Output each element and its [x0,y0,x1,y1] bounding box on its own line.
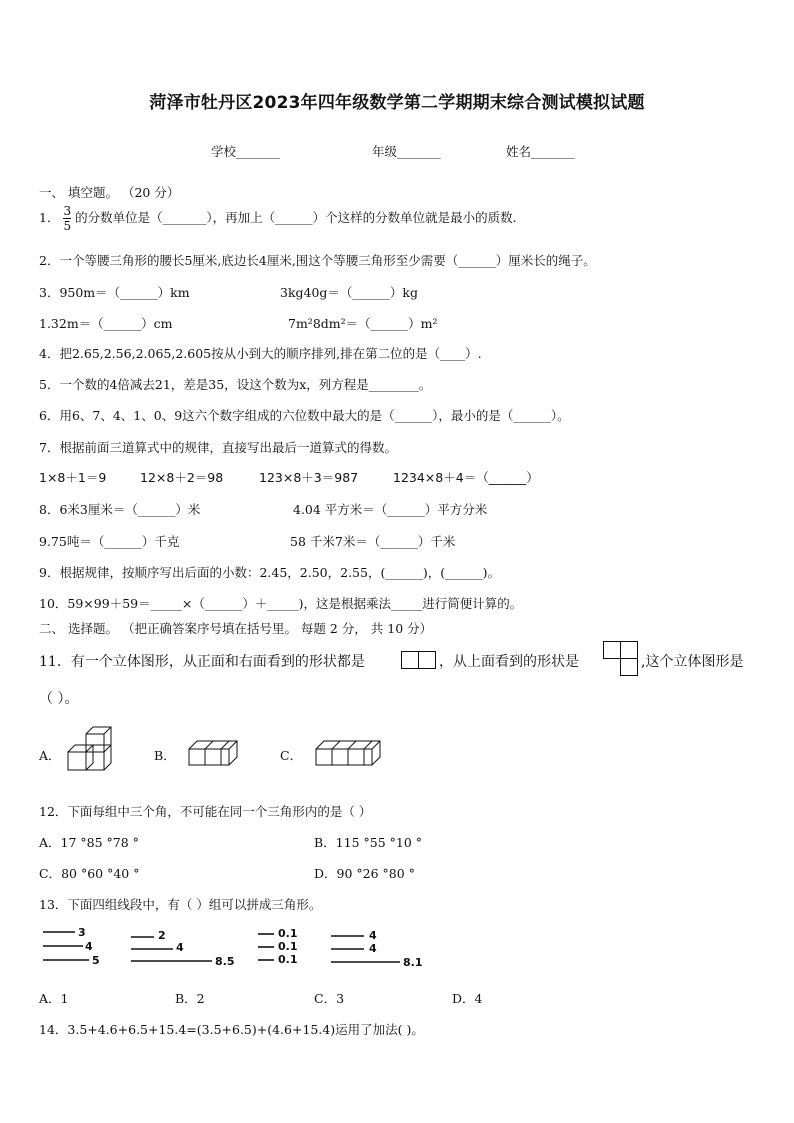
top-view-l-shape-icon [603,641,639,677]
question-13: 13．下面四组线段中，有（ ）组可以拼成三角形。 [39,897,322,912]
fraction-numerator: 3 [63,204,72,218]
question-9: 9．根据规律，按顺序写出后面的小数：2.45，2.50，2.55，(______)，(______)。 [39,565,500,580]
question-12: 12．下面每组中三个角，不可能在同一个三角形内的是（ ） [39,804,372,819]
equation-3: 123×8＋3＝987 [259,470,359,485]
cube-figure-c-icon [314,737,386,769]
front-view-two-squares-icon [401,651,437,669]
option-11-c-label: C． [280,748,303,763]
option-13-d: D．4 [452,991,483,1006]
option-13-c: C．3 [314,991,345,1006]
segment-3-label-3: 0.1 [278,953,298,966]
question-6: 6．用6、7、4、1、0、9这六个数字组成的六位数中最大的是（______），最小的是（______）。 [39,408,570,423]
segment-2-label-3: 8.5 [215,955,235,968]
option-13-a: A．1 [39,991,69,1006]
segment-2-label-2: 4 [176,941,184,954]
school-field: 学校_______ [211,144,280,159]
equation-2: 12×8＋2＝98 [140,470,224,485]
question-8c: 9.75吨＝（______）千克 [39,534,180,549]
fraction-three-fifths [63,204,71,233]
equation-1: 1×8＋1＝9 [39,470,107,485]
section-1-heading: 一、 填空题。 （20 分） [39,185,180,200]
segment-4-label-1: 4 [369,929,377,942]
segment-group-4 [328,925,408,970]
name-field: 姓名_______ [506,144,575,159]
cube-figure-b-icon [187,737,241,769]
section-2-heading: 二、 选择题。 （把正确答案序号填在括号里。 每题 2 分， 共 10 分） [39,621,433,636]
question-1-text: 的分数单位是（_______），再加上（______）个这样的分数单位就是最小的质数. [75,210,517,225]
question-14: 14．3.5+4.6+6.5+15.4=(3.5+6.5)+(4.6+15.4)运用了加法( )。 [39,1022,424,1037]
segment-3-label-2: 0.1 [278,940,298,953]
question-8d: 58 千米7米＝（______）千米 [290,534,456,549]
question-3c: 1.32m＝（______）cm [39,316,173,331]
question-1 [39,204,517,233]
question-4: 4．把2.65,2.56,2.065,2.605按从小到大的顺序排列,排在第二位的是（____）. [39,346,482,361]
option-12-b: B．115 °55 °10 ° [314,835,423,850]
segment-1-label-3: 5 [92,954,100,967]
segment-4-label-3: 8.1 [403,956,423,969]
question-10: 10．59×99＋59＝_____×（______）＋_____)，这是根据乘法_____进行简便计算的。 [39,596,523,611]
question-3a: 3．950m＝（______）km [39,285,190,300]
question-11-part1: 11．有一个立体图形，从正面和右面看到的形状都是 [39,654,365,670]
option-11-a-label: A． [39,748,61,763]
segment-4-label-2: 4 [369,942,377,955]
segment-1-label-2: 4 [85,940,93,953]
option-13-b: B．2 [175,991,205,1006]
question-8a: 8．6米3厘米＝（______）米 [39,502,201,517]
segment-3-label-1: 0.1 [278,927,298,940]
question-11-answer-paren: （ ）。 [39,691,79,707]
question-5: 5．一个数的4倍减去21，差是35，设这个数为x，列方程是________。 [39,377,432,392]
question-11-part3: ,这个立体图形是 [641,654,744,670]
question-11-part2: ，从上面看到的形状是 [439,654,579,670]
segment-2-label-1: 2 [158,929,166,942]
question-8b: 4.04 平方米＝（______）平方分米 [293,502,488,517]
question-2: 2．一个等腰三角形的腰长5厘米,底边长4厘米,围这个等腰三角形至少需要（______）厘米长的绳子。 [39,253,596,268]
cube-figure-a-icon [66,726,124,774]
question-3d: 7m²8dm²＝（______）m² [288,316,438,331]
option-12-a: A．17 °85 °78 ° [39,835,139,850]
grade-field: 年级_______ [372,144,441,159]
segment-1-label-1: 3 [78,926,86,939]
question-7: 7．根据前面三道算式中的规律，直接写出最后一道算式的得数。 [39,440,397,455]
fraction-denominator: 5 [63,219,72,233]
question-3b: 3kg40g＝（______）kg [280,285,419,300]
option-11-b-label: B． [154,748,176,763]
option-12-c: C．80 °60 °40 ° [39,866,140,881]
equation-4: 1234×8＋4＝（______） [393,470,539,485]
question-1-number: 1． [39,210,60,225]
option-12-d: D．90 °26 °80 ° [314,866,415,881]
page-title: 菏泽市牡丹区2023年四年级数学第二学期期末综合测试模拟试题 [149,93,645,113]
